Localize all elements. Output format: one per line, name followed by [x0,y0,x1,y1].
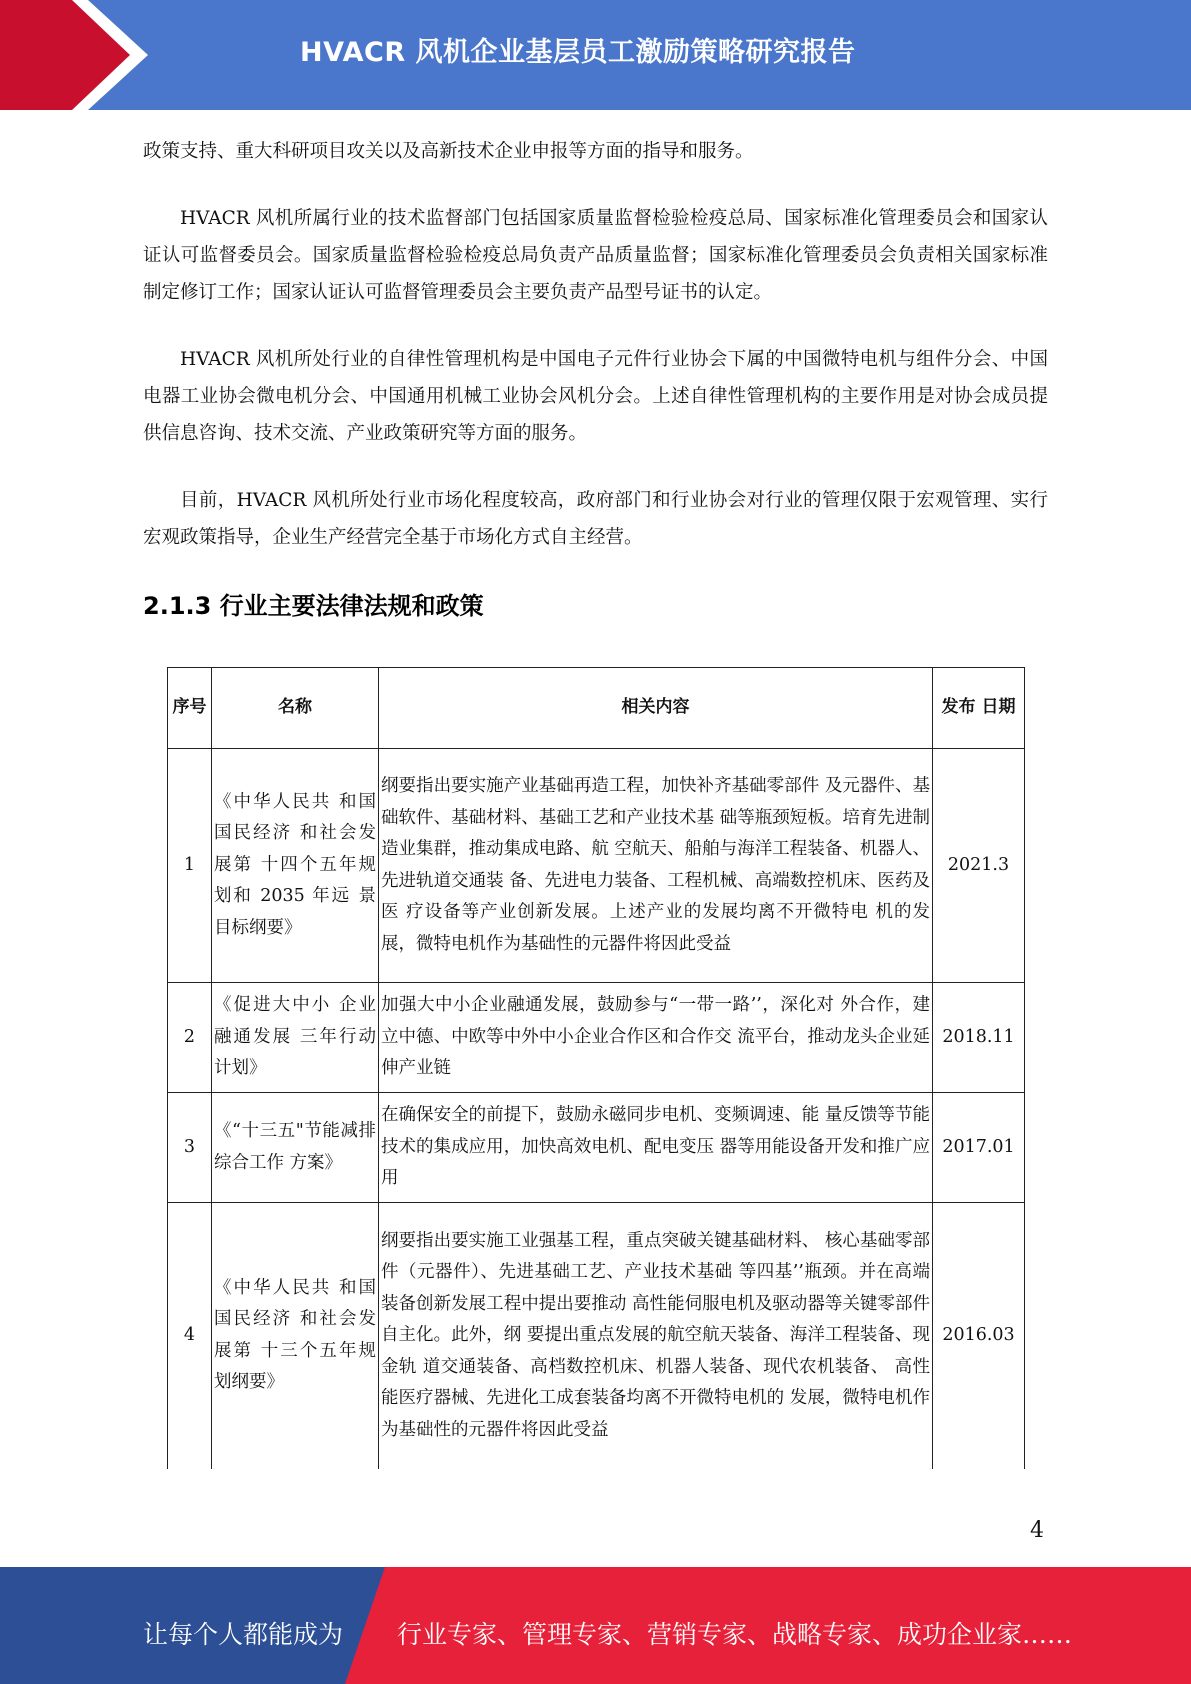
row-index: 1 [168,749,212,983]
header-name: 名称 [212,668,379,749]
main-content [143,133,1048,641]
paragraph-2: HVACR 风机所属行业的技术监督部门包括国家质量监督检验检疫总局、国家标准化管理委员会和国家认证认可监督委员会。国家质量监督检验检疫总局负责产品质量监督；国家标准化管理委员会负责相关国家标准制定修订工作；国家认证认可监督管理委员会主要负责产品型号证书的认定。 [143,208,1048,303]
row-name: 《中华人民共 和国国民经济 和社会发展第 十四个五年规 划和 2035 年远 景目标纲要》 [212,749,379,983]
footer-slogan-right: 行业专家、管理专家、营销专家、战略专家、成功企业家…… [397,1620,1073,1649]
paragraph-4: 目前，HVACR 风机所处行业市场化程度较高，政府部门和行业协会对行业的管理仅限于宏观管理、实行宏观政策指导，企业生产经营完全基于市场化方式自主经营。 [143,490,1048,548]
table-header-row [168,668,1025,749]
row-date: 2021.3 [933,749,1025,983]
row-index: 3 [168,1093,212,1203]
row-name: 《促进大中小 企业融通发展 三年行动计划》 [212,983,379,1093]
table-row [168,1093,1025,1203]
page-number: 4 [1030,1518,1044,1543]
paragraph-3: HVACR 风机所处行业的自律性管理机构是中国电子元件行业协会下属的中国微特电机与组件分会、中国电器工业协会微电机分会、中国通用机械工业协会风机分会。上述自律性管理机构的主要作用是对协会成员提供信息咨询、技术交流、产业政策研究等方面的服务。 [143,349,1048,444]
report-title: HVACR 风机企业基层员工激励策略研究报告 [300,37,856,68]
row-index: 4 [168,1203,212,1469]
header-date: 发布 日期 [933,668,1025,749]
header-index: 序号 [168,668,212,749]
row-name: 《中华人民共 和国国民经济 和社会发展第 十三个五年规 划纲要》 [212,1203,379,1469]
row-content: 加强大中小企业融通发展，鼓励参与“一带一路’’，深化对 外合作，建立中德、中欧等中外中小企业合作区和合作交 流平台，推动龙头企业延伸产业链 [379,983,933,1093]
table-row [168,749,1025,983]
section-heading: 2.1.3 行业主要法律法规和政策 [143,592,484,620]
row-date: 2016.03 [933,1203,1025,1469]
page-footer [0,1567,1191,1684]
page-header [0,0,1191,110]
paragraph-1: 政策支持、重大科研项目攻关以及高新技术企业申报等方面的指导和服务。 [143,141,754,162]
row-content: 纲要指出要实施产业基础再造工程，加快补齐基础零部件 及元器件、基础软件、基础材料、基础工艺和产业技术基 础等瓶颈短板。培育先进制造业集群，推动集成电路、航 空航天、船舶与海洋工程装备、机器人、先进轨道交通装 备、先进电力装备、工程机械、高端数控机床、医药及医 疗设备等产业创新发展。上述产业的发展均离不开微特电 机的发展，微特电机作为基础性的元器件将因此受益 [379,749,933,983]
footer-slogan-left: 让每个人都能成为 [143,1620,344,1649]
header-content: 相关内容 [379,668,933,749]
row-name: 《“十三五"节能减排综合工作 方案》 [212,1093,379,1203]
policy-table [167,667,1024,1469]
row-content: 纲要指出要实施工业强基工程，重点突破关键基础材料、 核心基础零部件（元器件）、先进基础工艺、产业技术基础 等四基’’瓶颈。并在高端装备创新发展工程中提出要推动 高性能伺服电机及驱动器等关键零部件自主化。此外，纲 要提出重点发展的航空航天装备、海洋工程装备、现金轨 道交通装备、高档数控机床、机器人装备、现代农机装备、 高性能医疗器械、先进化工成套装备均离不开微特电机的 发展，微特电机作为基础性的元器件将因此受益 [379,1203,933,1469]
row-date: 2017.01 [933,1093,1025,1203]
row-index: 2 [168,983,212,1093]
row-content: 在确保安全的前提下，鼓励永磁同步电机、变频调速、能 量反馈等节能技术的集成应用，加快高效电机、配电变压 器等用能设备开发和推广应用 [379,1093,933,1203]
row-date: 2018.11 [933,983,1025,1093]
table-row [168,1203,1025,1469]
table-row [168,983,1025,1093]
